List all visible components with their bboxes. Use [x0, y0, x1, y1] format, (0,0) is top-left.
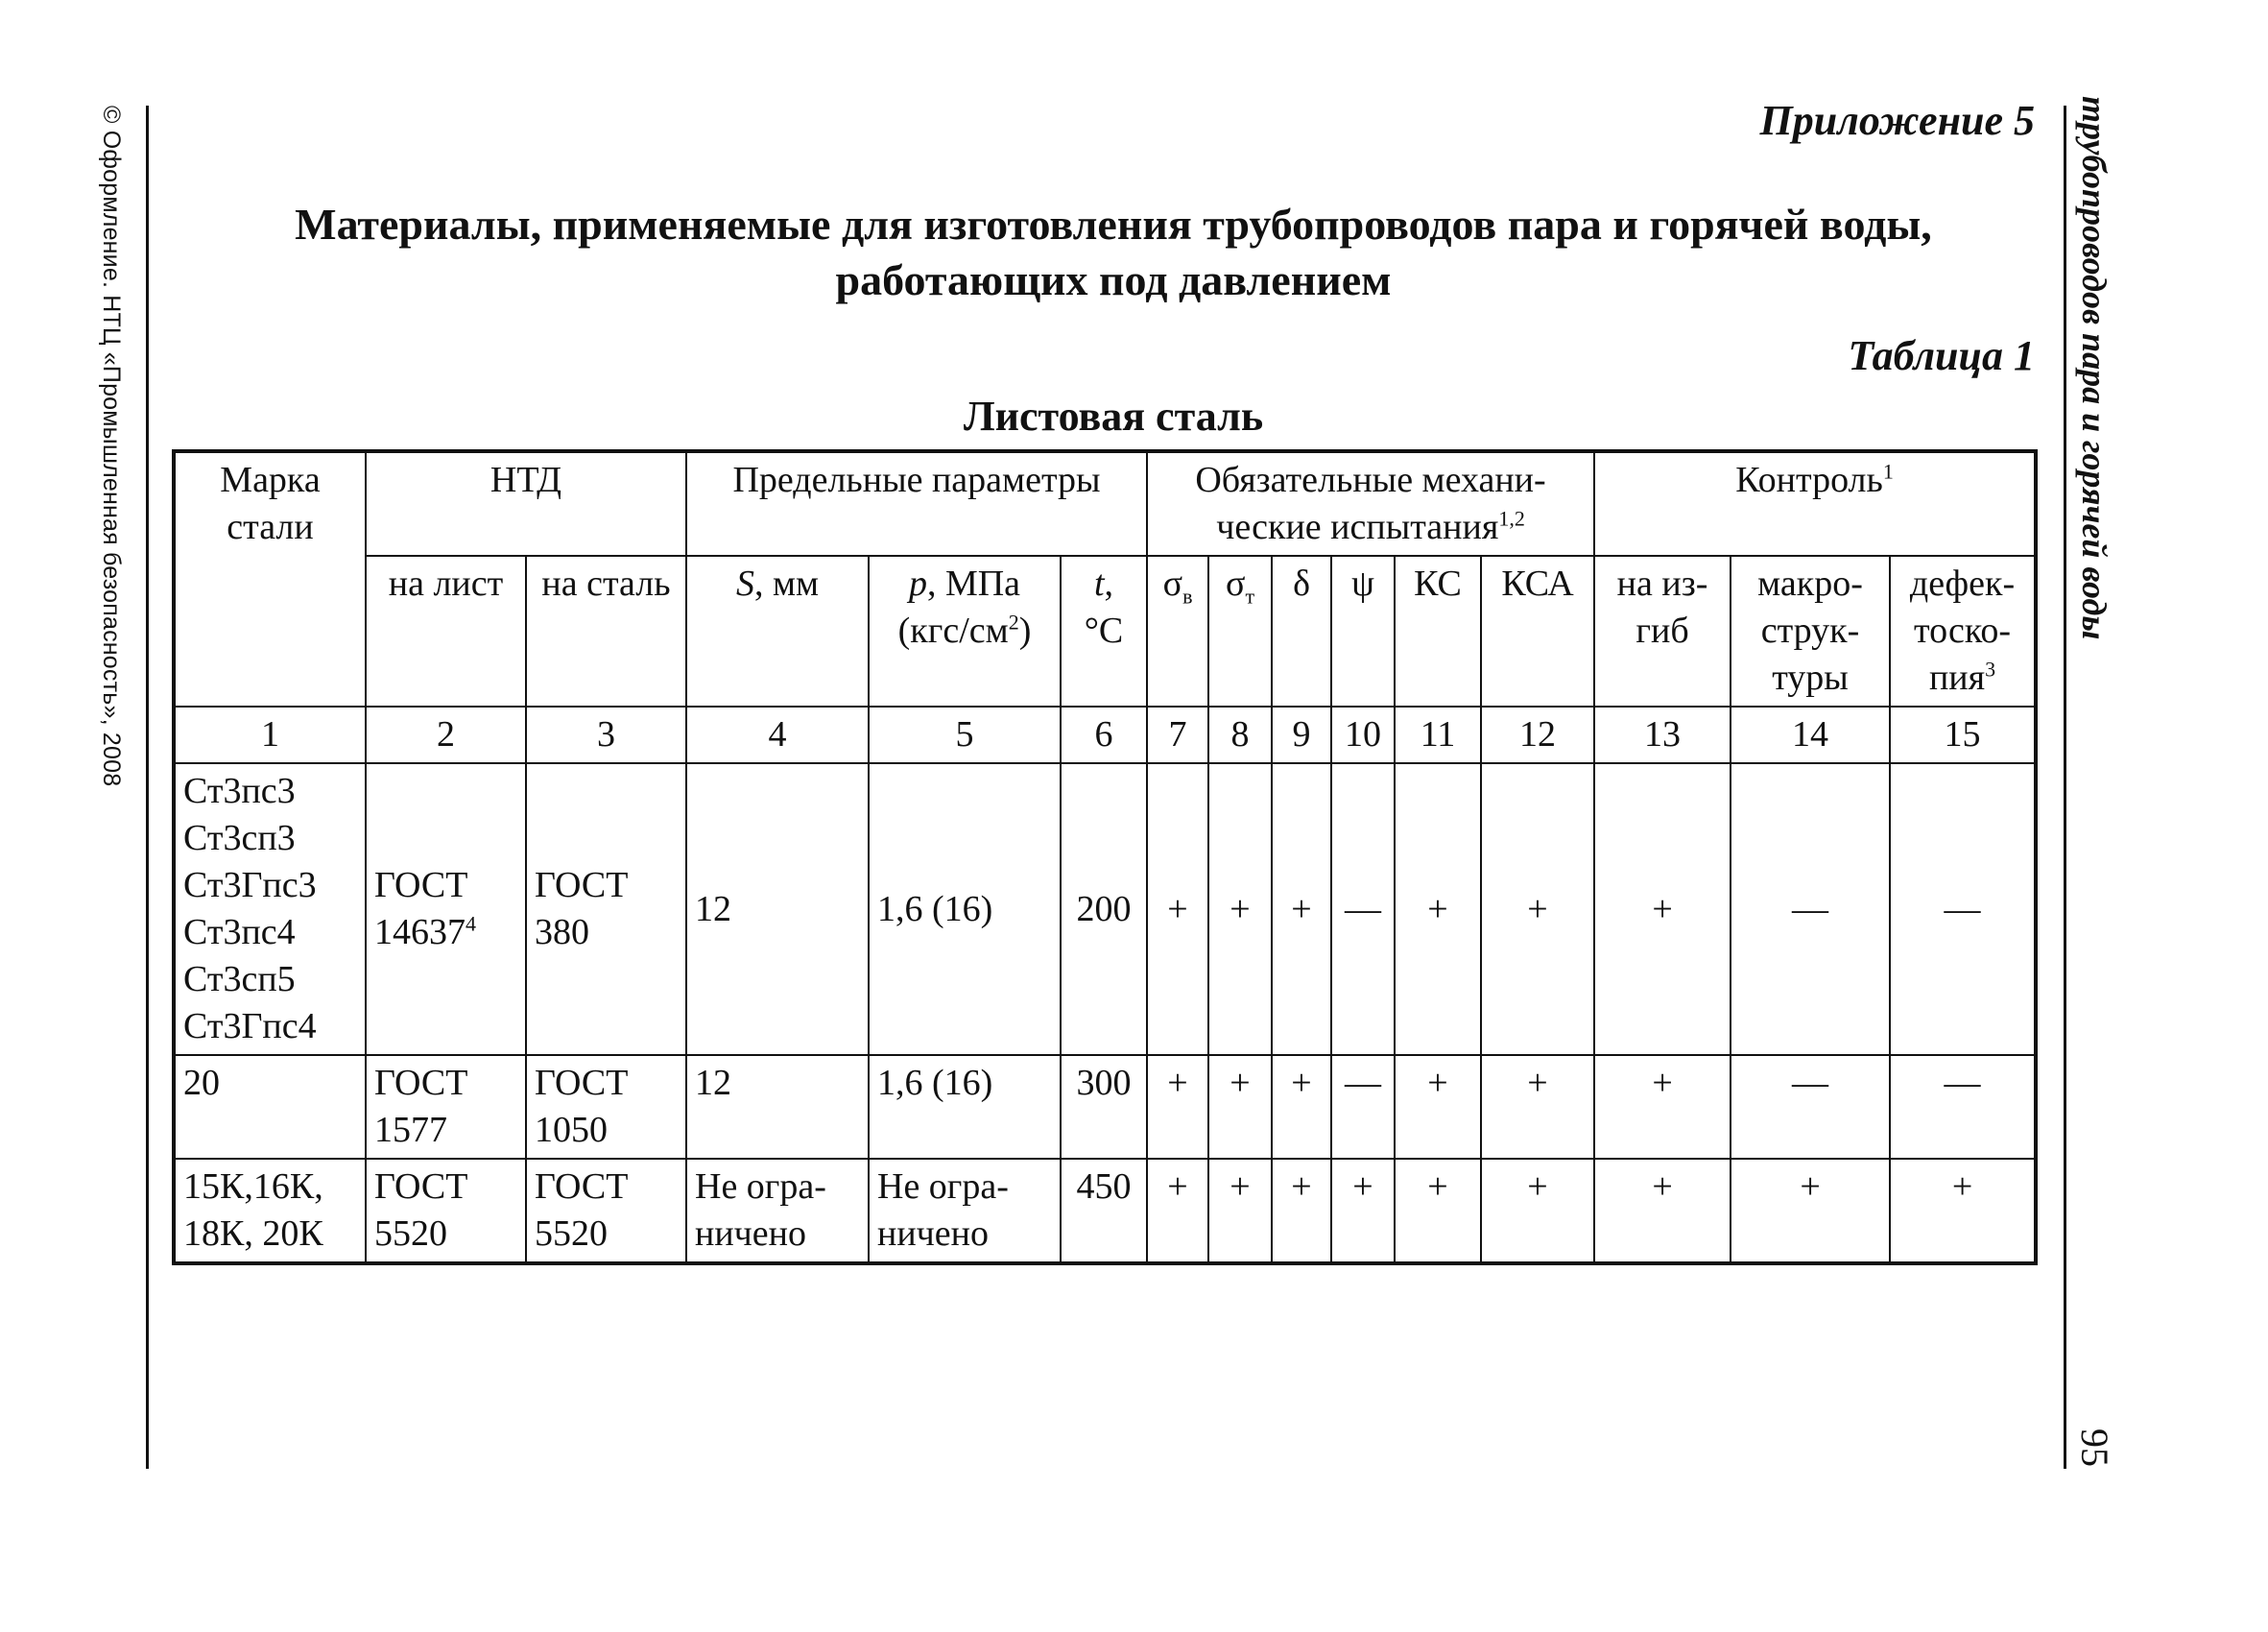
col-number: 6 [1061, 707, 1147, 763]
right-margin-rule [2064, 106, 2066, 1469]
test-mark: + [1272, 1055, 1331, 1159]
col-number: 2 [366, 707, 526, 763]
steel-grade: Ст3пс3 [183, 771, 296, 811]
header-delta: δ [1272, 556, 1331, 707]
header-temperature: t, °С [1061, 556, 1147, 707]
col-number: 7 [1147, 707, 1208, 763]
thickness-cell: Не огра-ничено [686, 1159, 869, 1263]
test-mark: + [1208, 1055, 1272, 1159]
test-mark: + [1594, 1055, 1731, 1159]
steel-grade-cell [174, 1159, 366, 1263]
header-pressure: p, МПа $(кгс/см^2)$ [869, 556, 1061, 707]
test-mark: + [1147, 1159, 1208, 1263]
col-number: 14 [1731, 707, 1890, 763]
steel-grade: 20 [183, 1063, 220, 1103]
thickness-cell: 12 [686, 763, 869, 1055]
header-bend: на из-гиб [1594, 556, 1731, 707]
test-mark: — [1331, 1055, 1395, 1159]
thickness-cell: 12 [686, 1055, 869, 1159]
header-sigma-t: $\sigma_т$ [1208, 556, 1272, 707]
col-number: 4 [686, 707, 869, 763]
test-mark: — [1731, 1055, 1890, 1159]
copyright-sidebar: © Оформление. НТЦ «Промышленная безопасность», 2008 [98, 106, 125, 787]
table-caption: Листовая сталь [963, 393, 1264, 440]
table-row [174, 763, 2036, 1055]
test-mark: + [1272, 763, 1331, 1055]
steel-grade: Ст3пс4 [183, 912, 296, 952]
pressure-cell: 1,6 (16) [869, 763, 1061, 1055]
temperature-cell: 450 [1061, 1159, 1147, 1263]
table-row [174, 1159, 2036, 1263]
appendix-label: Приложение 5 [1759, 97, 2035, 144]
col-number: 3 [526, 707, 686, 763]
test-mark: + [1481, 1055, 1594, 1159]
col-number: 8 [1208, 707, 1272, 763]
test-mark: + [1481, 763, 1594, 1055]
col-number: 12 [1481, 707, 1594, 763]
test-mark: + [1147, 1055, 1208, 1159]
running-header: трубопроводов пара и горячей воды [2075, 96, 2113, 640]
test-mark: + [1594, 763, 1731, 1055]
header-grade: Марка стали [174, 451, 366, 707]
test-mark: + [1395, 1159, 1481, 1263]
steel-grade: 18К, 20К [183, 1213, 323, 1254]
steel-grade: Ст3Гпс4 [183, 1006, 317, 1046]
header-psi: ψ [1331, 556, 1395, 707]
steel-grade: 15К,16К, [183, 1166, 323, 1207]
header-kca: КСА [1481, 556, 1594, 707]
test-mark: + [1594, 1159, 1731, 1263]
left-margin-rule [146, 106, 149, 1469]
header-macro: макро-струк-туры [1731, 556, 1890, 707]
header-row-2 [174, 556, 2036, 707]
pressure-cell: 1,6 (16) [869, 1055, 1061, 1159]
header-control: Контроль$^1$ [1594, 451, 2036, 556]
col-number: 15 [1890, 707, 2036, 763]
test-mark: — [1890, 763, 2036, 1055]
test-mark: — [1731, 763, 1890, 1055]
header-kc: КС [1395, 556, 1481, 707]
temperature-cell: 200 [1061, 763, 1147, 1055]
test-mark: + [1147, 763, 1208, 1055]
title-line-1: Материалы, применяемые для изготовления трубопроводов пара и горячей воды, [295, 200, 1932, 249]
test-mark: + [1890, 1159, 2036, 1263]
steel-grade: Ст3сп5 [183, 959, 296, 999]
col-number: 5 [869, 707, 1061, 763]
test-mark: + [1731, 1159, 1890, 1263]
test-mark: + [1395, 1055, 1481, 1159]
col-number: 13 [1594, 707, 1731, 763]
ntd-sheet-cell: ГОСТ 5520 [366, 1159, 526, 1263]
title-line-2: работающих под давлением [835, 255, 1392, 304]
steel-grade-cell [174, 763, 366, 1055]
col-number: 10 [1331, 707, 1395, 763]
test-mark: + [1331, 1159, 1395, 1263]
test-mark: + [1395, 763, 1481, 1055]
col-number: 9 [1272, 707, 1331, 763]
ntd-steel-cell: ГОСТ 380 [526, 763, 686, 1055]
ntd-steel-cell: ГОСТ 1050 [526, 1055, 686, 1159]
test-mark: + [1208, 1159, 1272, 1263]
test-mark: — [1890, 1055, 2036, 1159]
page-number: 95 [2073, 1428, 2116, 1467]
page-title [173, 197, 2054, 308]
header-steel: на сталь [526, 556, 686, 707]
test-mark: + [1208, 763, 1272, 1055]
test-mark: — [1331, 763, 1395, 1055]
ntd-sheet-cell: ГОСТ 14637$^4$ [366, 763, 526, 1055]
steel-grade: Ст3Гпс3 [183, 865, 317, 905]
test-mark: + [1481, 1159, 1594, 1263]
steel-grade-cell [174, 1055, 366, 1159]
table-label: Таблица 1 [1848, 332, 2035, 379]
table-body [174, 763, 2036, 1263]
header-thickness: S, мм [686, 556, 869, 707]
col-number: 11 [1395, 707, 1481, 763]
table-row [174, 1055, 2036, 1159]
header-defectoscopy: дефек-тоско-пия$^3$ [1890, 556, 2036, 707]
steel-grade: Ст3сп3 [183, 818, 296, 858]
ntd-steel-cell: ГОСТ 5520 [526, 1159, 686, 1263]
ntd-sheet-cell: ГОСТ 1577 [366, 1055, 526, 1159]
header-mech-tests: Обязательные механи-ческие испытания$^{1,2}$ [1147, 451, 1594, 556]
col-number: 1 [174, 707, 366, 763]
header-sheet: на лист [366, 556, 526, 707]
header-ntd: НТД [366, 451, 686, 556]
test-mark: + [1272, 1159, 1331, 1263]
header-sigma-b: $\sigma_в$ [1147, 556, 1208, 707]
header-row-1 [174, 451, 2036, 556]
temperature-cell: 300 [1061, 1055, 1147, 1159]
header-limits: Предельные параметры [686, 451, 1147, 556]
pressure-cell: Не огра-ничено [869, 1159, 1061, 1263]
column-number-row [174, 707, 2036, 763]
materials-table [172, 449, 2038, 1265]
